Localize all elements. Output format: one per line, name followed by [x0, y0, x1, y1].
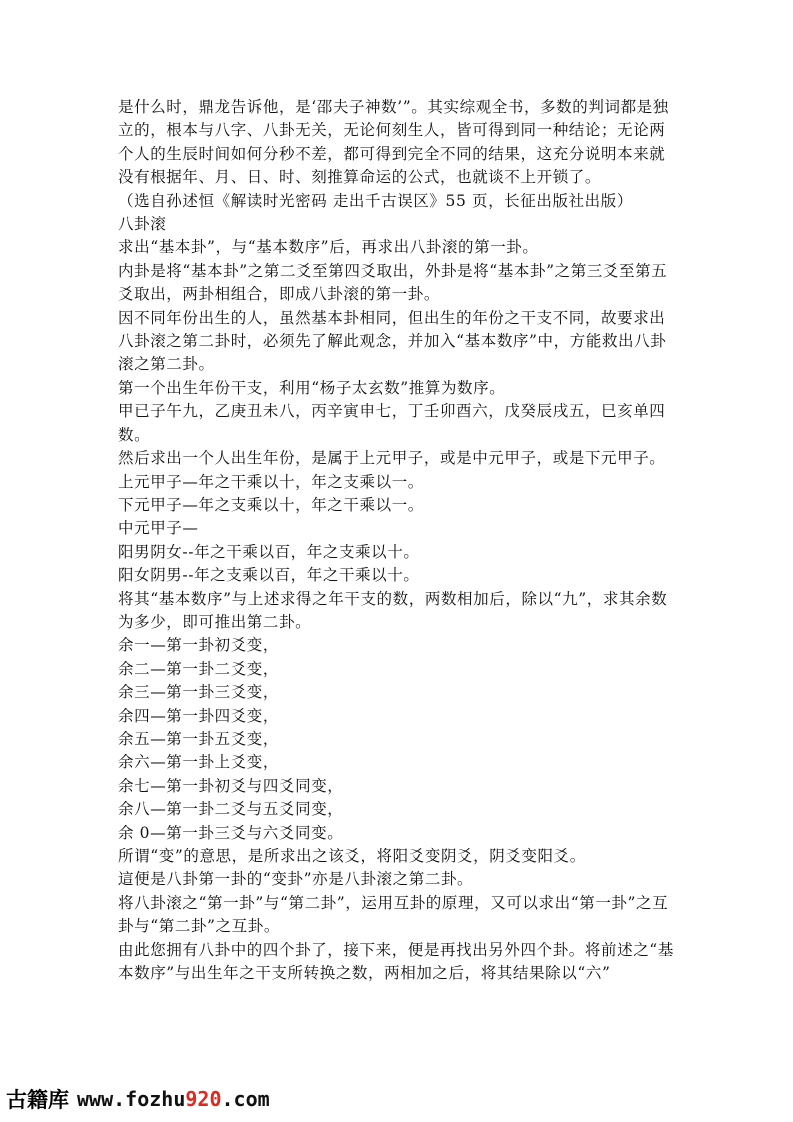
paragraph: 将其“基本数序”与上述求得之年干支的数，两数相加后，除以“九”，求其余数为多少，即可推出第二卦。	[118, 589, 668, 631]
site-name: 古籍库	[6, 1088, 69, 1112]
document-body	[118, 96, 678, 985]
paragraph: 由此您拥有八卦中的四个卦了，接下来，便是再找出另外四个卦。将前述之“基本数序”与出生年之干支所转换之数，两相加之后，将其结果除以“六”	[118, 940, 674, 983]
remainder-rule: 余一—第一卦初爻变，	[118, 636, 280, 655]
site-url-suffix: .com	[221, 1087, 270, 1111]
rule-line: 中元甲子—	[118, 519, 199, 538]
rule-line: 下元甲子—年之支乘以十，年之干乘以一。	[118, 495, 424, 514]
site-url-accent: 920	[185, 1087, 222, 1111]
site-url-prefix: www.fozhu	[77, 1087, 186, 1111]
citation: （选自孙述恒《解读时光密码 走出千古误区》55 页，长征出版社出版）	[118, 191, 633, 210]
remainder-rule: 余八—第一卦二爻与五爻同变，	[118, 800, 344, 819]
remainder-rule: 余四—第一卦四爻变，	[118, 706, 280, 725]
paragraph: 甲已子午九，乙庚丑未八，丙辛寅申七，丁壬卯酉六，戊癸辰戌五，巳亥单四数。	[118, 402, 666, 444]
rule-line: 阳男阴女--年之干乘以百，年之支乘以十。	[118, 542, 420, 561]
paragraph: 将八卦滚之“第一卦”与“第二卦”，运用互卦的原理，又可以求出“第一卦”之互卦与“第二卦”之互卦。	[118, 893, 669, 936]
paragraph: 所谓“变”的意思，是所求出之该爻，将阳爻变阴爻，阴爻变阳爻。	[118, 847, 586, 865]
paragraph: 求出“基本卦”，与“基本数序”后，再求出八卦滚的第一卦。	[118, 238, 539, 257]
remainder-rule: 余七—第一卦初爻与四爻同变，	[118, 776, 344, 795]
paragraph: 因不同年份出生的人，虽然基本卦相同，但出生的年份之干支不同，故要求出八卦滚之第二卦时，必须先了解此观念，并加入“基本数序”中，方能救出八卦滚之第二卦。	[118, 308, 667, 374]
paragraph: 是什么时，鼎龙告诉他，是‘邵夫子神数’”。其实综观全书，多数的判词都是独立的，根本与八字、八卦无关，无论何刻生人，皆可得到同一种结论；无论两个人的生辰时间如何分秒不差，都可得到完全不同的结果，这充分说明本来就没有根据年、月、日、时、刻推算命运的公式，也就谈不上开锁了。	[118, 98, 669, 187]
paragraph: 然后求出一个人出生年份，是属于上元甲子，或是中元甲子，或是下元甲子。	[118, 449, 666, 468]
rule-line: 阳女阴男--年之支乘以百，年之干乘以十。	[118, 566, 420, 585]
site-watermark[interactable]	[6, 1084, 270, 1114]
remainder-rule: 余二—第一卦二爻变，	[118, 659, 280, 678]
section-heading: 八卦滚	[118, 215, 167, 234]
remainder-rule: 余 0—第一卦三爻与六爻同变。	[118, 823, 344, 842]
paragraph: 内卦是将“基本卦”之第二爻至第四爻取出，外卦是将“基本卦”之第三爻至第五爻取出，两卦相组合，即成八卦滚的第一卦。	[118, 261, 668, 304]
paragraph: 第一个出生年份干支，利用“杨子太玄数”推算为数序。	[118, 378, 506, 397]
paragraph: 這便是八卦第一卦的“变卦”亦是八卦滚之第二卦。	[118, 870, 474, 889]
remainder-rule: 余五—第一卦五爻变，	[118, 729, 280, 748]
rule-line: 上元甲子—年之干乘以十，年之支乘以一。	[118, 472, 424, 491]
remainder-rule: 余三—第一卦三爻变，	[118, 683, 280, 702]
remainder-rule: 余六—第一卦上爻变，	[118, 753, 280, 772]
